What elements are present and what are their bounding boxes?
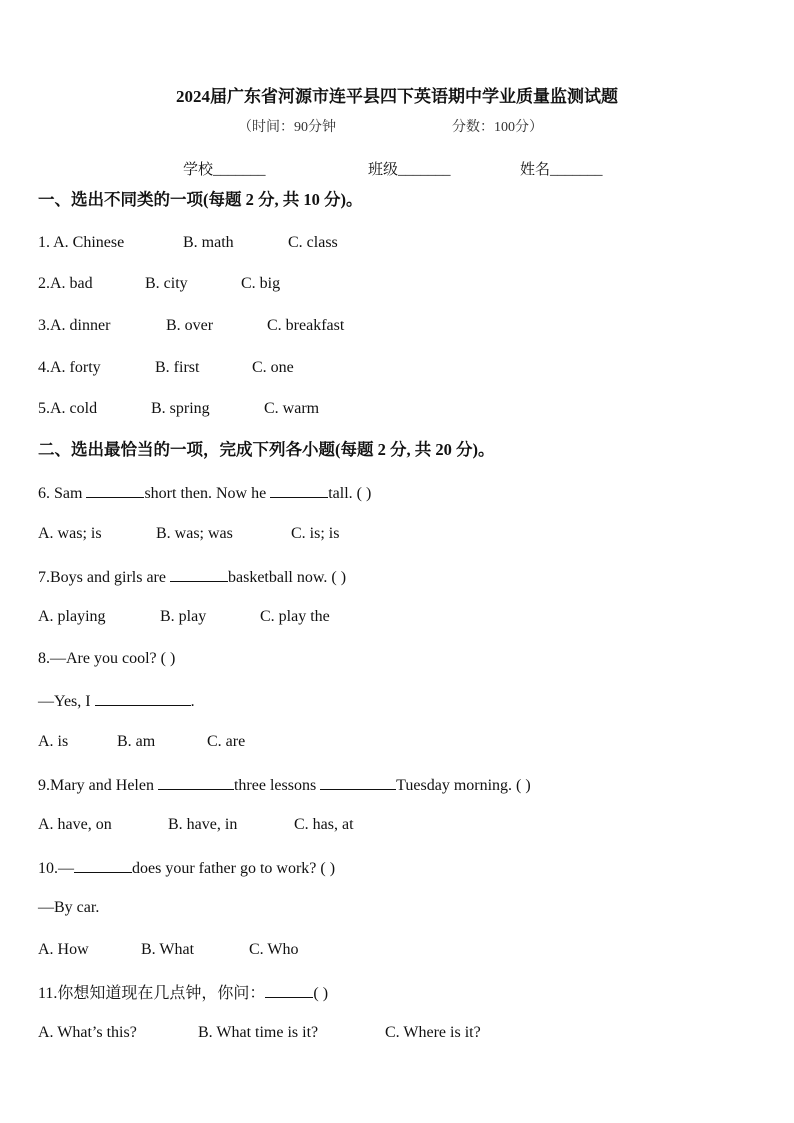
option-b: B. over <box>166 317 214 334</box>
option-a: A. is <box>38 733 69 750</box>
reply-text: —Yes, I <box>38 693 91 710</box>
section2-heading: 二、选出最恰当的一项，完成下列各小题(每题 2 分, 共 20 分)。 <box>38 440 495 459</box>
class-field: 班级_______ <box>368 162 451 178</box>
option-a: 3.A. dinner <box>38 317 111 334</box>
question-9 <box>38 774 531 796</box>
option-b: B. play <box>160 608 207 625</box>
answer-blank <box>95 690 191 706</box>
question-11 <box>38 982 328 1004</box>
school-field: 学校_______ <box>183 162 266 178</box>
option-c: C. warm <box>264 400 320 417</box>
option-c: C. Where is it? <box>385 1024 481 1041</box>
answer-blank <box>270 482 328 498</box>
option-a: A. playing <box>38 608 106 625</box>
option-a: A. How <box>38 941 89 958</box>
option-b: B. What <box>141 941 195 958</box>
option-b: B. What time is it? <box>198 1024 319 1041</box>
exam-time: （时间：90分钟 <box>238 120 336 135</box>
answer-blank <box>265 982 313 998</box>
exam-score: 分数：100分） <box>452 120 543 135</box>
option-b: B. city <box>145 275 188 292</box>
option-a: 1. A. Chinese <box>38 234 125 251</box>
question-text: 10.— <box>38 860 74 877</box>
option-b: B. am <box>117 733 156 750</box>
option-c: C. one <box>252 359 294 376</box>
option-c: C. big <box>241 275 281 292</box>
reply-end: . <box>190 693 195 710</box>
question-text: 7.Boys and girls are <box>38 569 166 586</box>
option-a: 4.A. forty <box>38 359 101 376</box>
question-8: 8.—Are you cool? ( ) <box>38 650 176 667</box>
question-text: Tuesday morning. ( ) <box>396 777 531 794</box>
question-text: does your father go to work? ( ) <box>132 860 336 877</box>
option-b: B. have, in <box>168 816 238 833</box>
option-a: A. What’s this? <box>38 1024 137 1041</box>
option-c: C. class <box>288 234 338 251</box>
answer-blank <box>170 566 228 582</box>
question-text: three lessons <box>233 777 317 794</box>
question-text: short then. Now he <box>144 485 267 502</box>
question-10-reply: —By car. <box>38 899 100 916</box>
option-b: B. math <box>183 234 234 251</box>
option-c: C. is; is <box>291 525 340 542</box>
name-field: 姓名_______ <box>520 162 603 178</box>
option-a: A. was; is <box>38 525 102 542</box>
exam-title: 2024届广东省河源市连平县四下英语期中学业质量监测试题 <box>176 87 618 106</box>
question-6 <box>38 482 371 504</box>
option-a: A. have, on <box>38 816 112 833</box>
option-c: C. are <box>207 733 246 750</box>
answer-blank <box>158 774 234 790</box>
option-c: C. play the <box>260 608 330 625</box>
option-a: 5.A. cold <box>38 400 98 417</box>
answer-blank <box>320 774 396 790</box>
option-b: B. spring <box>151 400 210 417</box>
option-c: C. has, at <box>294 816 354 833</box>
option-a: 2.A. bad <box>38 275 93 292</box>
answer-blank <box>86 482 144 498</box>
answer-blank <box>74 857 132 873</box>
question-10 <box>38 857 335 879</box>
question-text: tall. ( ) <box>328 485 372 502</box>
question-text: 6. Sam <box>38 485 83 502</box>
option-b: B. first <box>155 359 200 376</box>
question-text: 11.你想知道现在几点钟，你问： <box>38 985 266 1002</box>
option-c: C. breakfast <box>267 317 345 334</box>
question-text: ( ) <box>313 985 329 1002</box>
option-b: B. was; was <box>156 525 233 542</box>
option-c: C. Who <box>249 941 299 958</box>
question-7 <box>38 566 346 588</box>
section1-heading: 一、选出不同类的一项(每题 2 分, 共 10 分)。 <box>38 190 363 209</box>
question-text: basketball now. ( ) <box>227 569 347 586</box>
question-text: 9.Mary and Helen <box>38 777 154 794</box>
question-8-reply <box>38 690 195 712</box>
